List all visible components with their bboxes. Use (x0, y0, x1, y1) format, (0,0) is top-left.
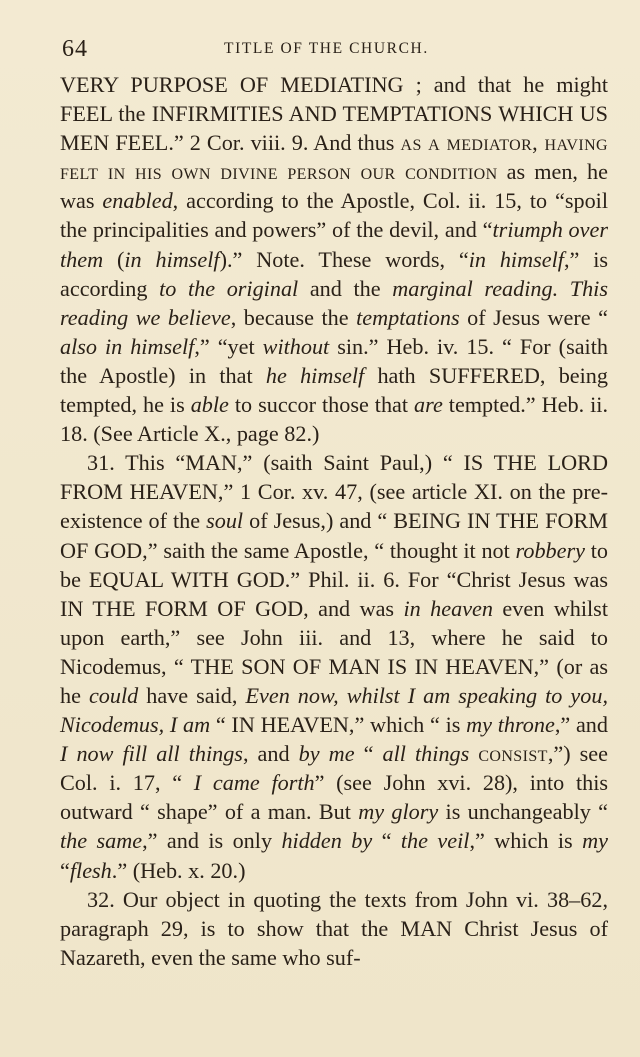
italic-run: in himself (124, 246, 220, 272)
page-number: 64 (62, 36, 88, 62)
text-run: .” (Heb. x. 20.) (111, 857, 246, 883)
text-run: ,” is according (60, 246, 608, 301)
body-text (60, 70, 608, 972)
text-run: of Jesus were “ (459, 304, 608, 330)
italic-run: by me (298, 741, 355, 767)
text-run: of Jesus,) and “ BEING IN THE FORM OF GOD,” saith the same Apostle, “ thought it not (60, 508, 608, 563)
italic-run: able (190, 392, 229, 418)
text-run: ( (103, 246, 125, 272)
text-run: ,”) see Col. i. 17, “ (60, 741, 608, 796)
text-run: ,” and (554, 712, 608, 738)
paragraph-continuation (60, 70, 608, 448)
running-title: TITLE OF THE CHURCH. (224, 40, 429, 57)
italic-run: could (88, 682, 139, 708)
text-run: sin.” Heb. iv. 15. “ For (saith the Apostle) in that (60, 333, 608, 388)
italic-run: I came forth (193, 770, 315, 796)
paragraph-32 (60, 885, 608, 972)
small-caps-run: as a mediator, having felt in his own divine person our condition (60, 130, 608, 185)
text-run: , and (242, 741, 299, 767)
text-run: ,” which is (469, 828, 583, 854)
italic-run: my throne (466, 712, 555, 738)
italic-run: all things (382, 741, 470, 767)
italic-run: enabled (102, 188, 173, 214)
text-run: and the (298, 275, 393, 301)
running-head (62, 36, 612, 64)
text-run: even whilst upon earth,” see John iii. and 13, where he said to Nicodemus, “ THE SON OF MAN IS IN HEAVEN,” (or as he (60, 595, 608, 708)
text-run: “ IN HEAVEN,” which “ is (210, 712, 467, 738)
text-run: VERY PURPOSE OF MEDIATING ; and that he might FEEL the INFIRMITIES AND TEMPTATIONS WHICH US MEN FEEL.” 2 Cor. viii. 9. And thus (60, 72, 608, 156)
italic-run: are (414, 392, 443, 418)
italic-run: soul (206, 508, 244, 534)
text-run: ” (see John xvi. 28), into this outward “ shape” of a man. But (60, 770, 608, 825)
text-run: ,” “yet (194, 333, 263, 359)
text-run: , according to the Apostle, Col. ii. 15, to “spoil the principalities and powers” of the devil, and “ (60, 188, 608, 243)
italic-run: without (262, 333, 330, 359)
italic-run: triumph over them (60, 217, 608, 272)
italic-run: he himself (265, 362, 365, 388)
text-run: to succor those that (228, 392, 415, 418)
text-run: , because the (230, 304, 357, 330)
text-run (469, 741, 478, 766)
italic-run: in heaven (403, 595, 494, 621)
text-run: “ (372, 828, 401, 854)
italic-run: temptations (356, 304, 460, 330)
italic-run: the veil (400, 828, 470, 854)
text-run: as men, he was (60, 159, 609, 214)
text-run: hath SUFFERED, being tempted, he is (60, 362, 608, 418)
text-run: ).” Note. These words, “ (219, 246, 469, 272)
italic-run: my glory (358, 799, 439, 825)
italic-run: flesh (69, 857, 112, 883)
text-run: 32. Our object in quoting the texts from John vi. 38–62, paragraph 29, is to show that the MAN Christ Jesus of Nazareth, even the same who suf- (60, 886, 608, 970)
italic-run: marginal reading. This reading we believe (60, 275, 608, 330)
text-run: 31. This “MAN,” (saith Saint Paul,) “ IS THE LORD FROM HEAVEN,” 1 Cor. xv. 47, (see article XI. on the pre-existence of the (60, 450, 608, 534)
text-run: have said, (138, 682, 246, 708)
small-caps-run: consist (478, 741, 548, 767)
text-run: “ (354, 741, 383, 767)
text-run: tempted.” Heb. ii. 18. (See Article X., page 82.) (60, 392, 608, 447)
text-run: is unchangeably “ (438, 799, 608, 825)
italic-run: in himself (468, 246, 564, 272)
text-run: to be EQUAL WITH GOD.” Phil. ii. 6. For “Christ Jesus was IN THE FORM OF GOD, and was (60, 537, 608, 621)
paragraph-31 (60, 448, 608, 884)
italic-run: hidden by (281, 828, 373, 854)
italic-run: the same (60, 828, 143, 854)
italic-run: Even now, whilst I am speaking to you, Nicodemus, I am (60, 682, 608, 738)
text-run: ,” and is only (142, 828, 282, 854)
text-run: “ (60, 857, 70, 883)
italic-run: my (582, 828, 608, 854)
italic-run: also in himself (60, 333, 195, 359)
italic-run: to the original (159, 275, 299, 301)
italic-run: robbery (515, 537, 585, 563)
italic-run: I now fill all things (60, 741, 243, 767)
